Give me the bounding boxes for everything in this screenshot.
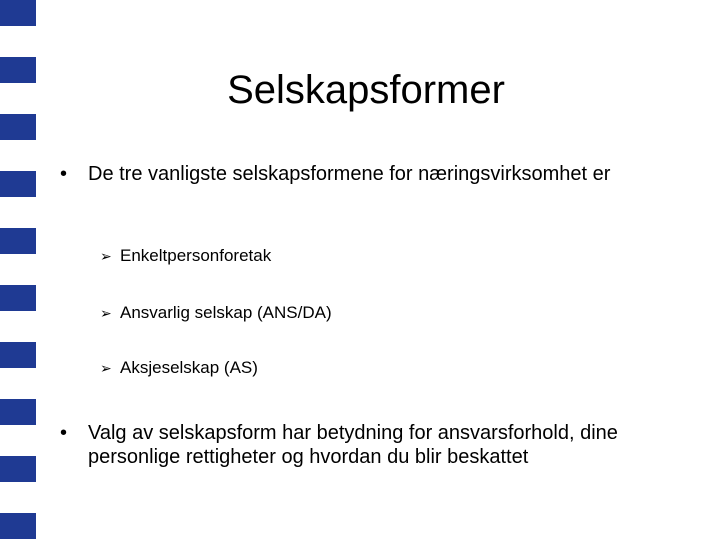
strip-block xyxy=(0,285,36,311)
bullet-text: De tre vanligste selskapsformene for næringsvirksomhet er xyxy=(88,163,611,185)
strip-block xyxy=(0,114,36,140)
strip-block xyxy=(0,0,36,26)
bullet-text: Valg av selskapsform har betydning for ansvarsforhold, dine personlige rettigheter og hvordan du blir beskattet xyxy=(88,422,618,468)
bullet-item xyxy=(60,421,690,469)
bullet-item xyxy=(60,162,690,186)
arrow-bullet-icon: ➢ xyxy=(100,360,112,376)
sub-item xyxy=(100,245,271,267)
sub-item-text: Enkeltpersonforetak xyxy=(120,246,272,265)
arrow-bullet-icon: ➢ xyxy=(100,248,112,264)
strip-block xyxy=(0,456,36,482)
strip-block xyxy=(0,342,36,368)
strip-block xyxy=(0,228,36,254)
strip-block xyxy=(0,171,36,197)
strip-block xyxy=(0,399,36,425)
sub-item xyxy=(100,357,258,379)
sub-item-text: Aksjeselskap (AS) xyxy=(120,358,258,377)
sub-item-text: Ansvarlig selskap (ANS/DA) xyxy=(120,303,332,322)
sub-item xyxy=(100,302,332,324)
slide-title: Selskapsformer xyxy=(227,68,505,112)
strip-block xyxy=(0,513,36,539)
arrow-bullet-icon: ➢ xyxy=(100,305,112,321)
bullet-symbol: • xyxy=(60,163,68,185)
bullet-symbol: • xyxy=(60,422,68,444)
